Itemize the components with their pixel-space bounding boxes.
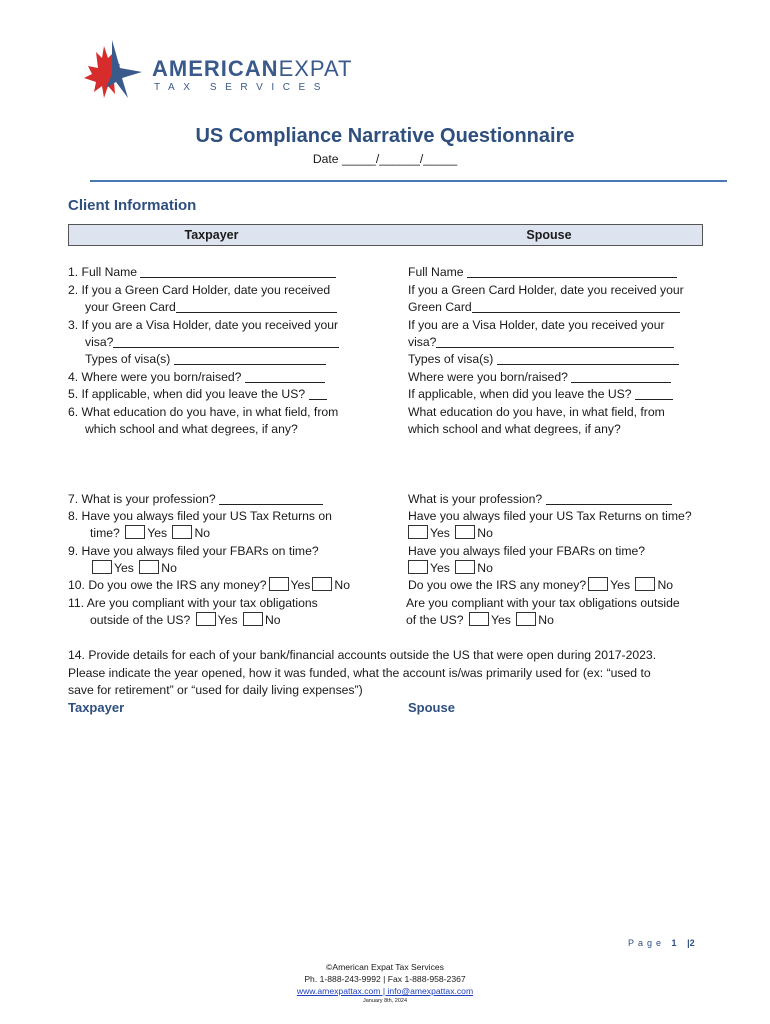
tp-fbars-yes-checkbox[interactable] [92,560,112,574]
sp-compliant-no-label: No [538,613,554,627]
logo-line1-light: EXPAT [278,56,353,81]
tp-visa-field[interactable] [113,335,339,348]
tp-owe-irs-no-label: No [334,578,350,592]
title-divider [90,180,727,182]
page-current: 1 [671,938,681,948]
sp-compliant-label: Are you compliant with your tax obligations outside [406,596,680,610]
tp-visa-types-field[interactable] [174,352,326,365]
tp-full-name-label: 1. Full Name [68,265,138,279]
tp-compliant-label: 11. Are you compliant with your tax obligations [68,596,318,610]
logo-line1-bold: AMERICAN [152,56,279,81]
sp-green-card-label: If you a Green Card Holder, date you received your [408,283,684,297]
sp-visa-types-field[interactable] [497,352,679,365]
sp-tax-returns-yes-label: Yes [430,526,450,540]
tp-fbars-label: 9. Have you always filed your FBARs on time? [68,544,319,558]
tp-tax-returns-no-checkbox[interactable] [172,525,192,539]
sp-tax-returns-no-label: No [477,526,493,540]
sp-compliant-yes-checkbox[interactable] [469,612,489,626]
sp-born-label: Where were you born/raised? [408,370,568,384]
page-title: US Compliance Narrative Questionnaire [195,125,575,147]
tp-tax-returns-no-label: No [194,526,211,540]
sp-leave-us-label: If applicable, when did you leave the US? [408,387,632,401]
tp-green-card-field[interactable] [176,300,337,313]
sp-full-name-field[interactable] [467,265,677,278]
footer-website-link[interactable]: www.amexpattax.com [296,986,381,996]
tp-visa-label: 3. If you are a Visa Holder, date you received your [68,318,339,332]
sp-green-card-label-2: Green Card [408,300,472,314]
tp-owe-irs-label: 10. Do you owe the IRS any money? [68,578,267,592]
sp-tax-returns-label: Have you always filed your US Tax Returns on time? [408,509,692,523]
tp-fbars-no-label: No [161,561,177,575]
logo-line2: TAX SERVICES [154,82,330,93]
tp-profession-field[interactable] [219,492,323,505]
page-number [628,938,699,948]
tp-green-card-label-2: your Green Card [85,300,176,314]
sp-fbars-label: Have you always filed your FBARs on time? [408,544,646,558]
sp-owe-irs-label: Do you owe the IRS any money? [408,578,587,592]
company-logo [82,38,353,100]
tp-leave-us-label: 5. If applicable, when did you leave the US? [68,387,306,401]
q14-taxpayer-heading: Taxpayer [68,700,125,715]
tp-owe-irs-no-checkbox[interactable] [312,577,332,591]
tp-compliant-no-label: No [264,613,281,627]
column-header-spouse: Spouse [526,228,572,242]
tp-compliant-label-2: outside of the US? [90,613,191,627]
q14-line-1: 14. Provide details for each of your bank/financial accounts outside the US that were open during 2017-2023. [68,648,657,662]
sp-visa-label: If you are a Visa Holder, date you received your [408,318,665,332]
tp-visa-label-2: visa? [85,335,114,349]
footer-link-separator: | [380,986,388,996]
sp-fbars-no-checkbox[interactable] [455,560,475,574]
sp-visa-field[interactable] [436,335,674,348]
q14-spouse-answer-area[interactable] [408,720,708,920]
tp-born-field[interactable] [245,370,325,383]
sp-fbars-yes-label: Yes [430,561,450,575]
sp-owe-irs-yes-label: Yes [610,578,631,592]
tp-owe-irs-yes-checkbox[interactable] [269,577,289,591]
sp-leave-us-field[interactable] [635,387,673,400]
tp-fbars-no-checkbox[interactable] [139,560,159,574]
tp-compliant-yes-label: Yes [217,613,238,627]
sp-owe-irs-no-checkbox[interactable] [635,577,655,591]
sp-compliant-no-checkbox[interactable] [516,612,536,626]
sp-fbars-yes-checkbox[interactable] [408,560,428,574]
sp-green-card-field[interactable] [472,300,680,313]
sp-profession-field[interactable] [546,492,672,505]
sp-tax-returns-yes-checkbox[interactable] [408,525,428,539]
tp-owe-irs-yes-label: Yes [290,578,311,592]
footer-email-link[interactable]: info@amexpattax.com [387,986,474,996]
sp-tax-returns-no-checkbox[interactable] [455,525,475,539]
tp-education-label-2: which school and what degrees, if any? [85,422,298,436]
sp-compliant-label-2: of the US? [406,613,464,627]
tp-green-card-label: 2. If you a Green Card Holder, date you received [68,283,331,297]
sp-full-name-label: Full Name [408,265,464,279]
column-header-row [68,224,703,246]
page-label: Page [628,938,666,948]
footer-phone: Ph. 1-888-243-9992 | Fax 1-888-958-2367 [304,974,466,984]
sp-born-field[interactable] [571,370,671,383]
tp-leave-us-field[interactable] [309,387,327,400]
sp-fbars-no-label: No [477,561,493,575]
q14-spouse-heading: Spouse [408,700,455,715]
sp-owe-irs-no-label: No [657,578,674,592]
column-header-taxpayer: Taxpayer [184,228,239,242]
tp-education-label: 6. What education do you have, in what field, from [68,405,339,419]
tp-full-name-field[interactable] [140,265,336,278]
maple-leaf-icon [82,38,144,100]
page-sep: | [687,938,690,948]
sp-compliant-yes-label: Yes [490,613,511,627]
page-total: 2 [689,938,699,948]
footer-company: ©American Expat Tax Services [326,962,444,972]
sp-education-label: What education do you have, in what field, from [408,405,665,419]
date-field[interactable]: Date _____/______/_____ [312,152,458,166]
tp-compliant-no-checkbox[interactable] [243,612,263,626]
sp-owe-irs-yes-checkbox[interactable] [588,577,608,591]
q14-line-3: save for retirement” or “used for daily living expenses”) [68,683,363,697]
section-client-information: Client Information [68,197,197,214]
tp-tax-returns-yes-checkbox[interactable] [125,525,145,539]
sp-education-label-2: which school and what degrees, if any? [408,422,621,436]
sp-visa-label-2: visa? [408,335,437,349]
tp-profession-label: 7. What is your profession? [68,492,216,506]
footer-date: January 8th, 2024 [362,998,408,1004]
tp-tax-returns-yes-label: Yes [147,526,168,540]
tp-tax-returns-label: 8. Have you always filed your US Tax Returns on [68,509,332,523]
tp-tax-returns-label-2: time? [90,526,120,540]
tp-fbars-yes-label: Yes [114,561,134,575]
tp-visa-types-label: Types of visa(s) [85,352,171,366]
tp-compliant-yes-checkbox[interactable] [196,612,216,626]
q14-taxpayer-answer-area[interactable] [68,720,388,920]
q14-line-2: Please indicate the year opened, how it was funded, what the account is/was primarily used for (ex: “used to [68,666,651,680]
tp-born-label: 4. Where were you born/raised? [68,370,242,384]
sp-profession-label: What is your profession? [408,492,543,506]
sp-visa-types-label: Types of visa(s) [408,352,494,366]
footer-links [0,986,770,996]
